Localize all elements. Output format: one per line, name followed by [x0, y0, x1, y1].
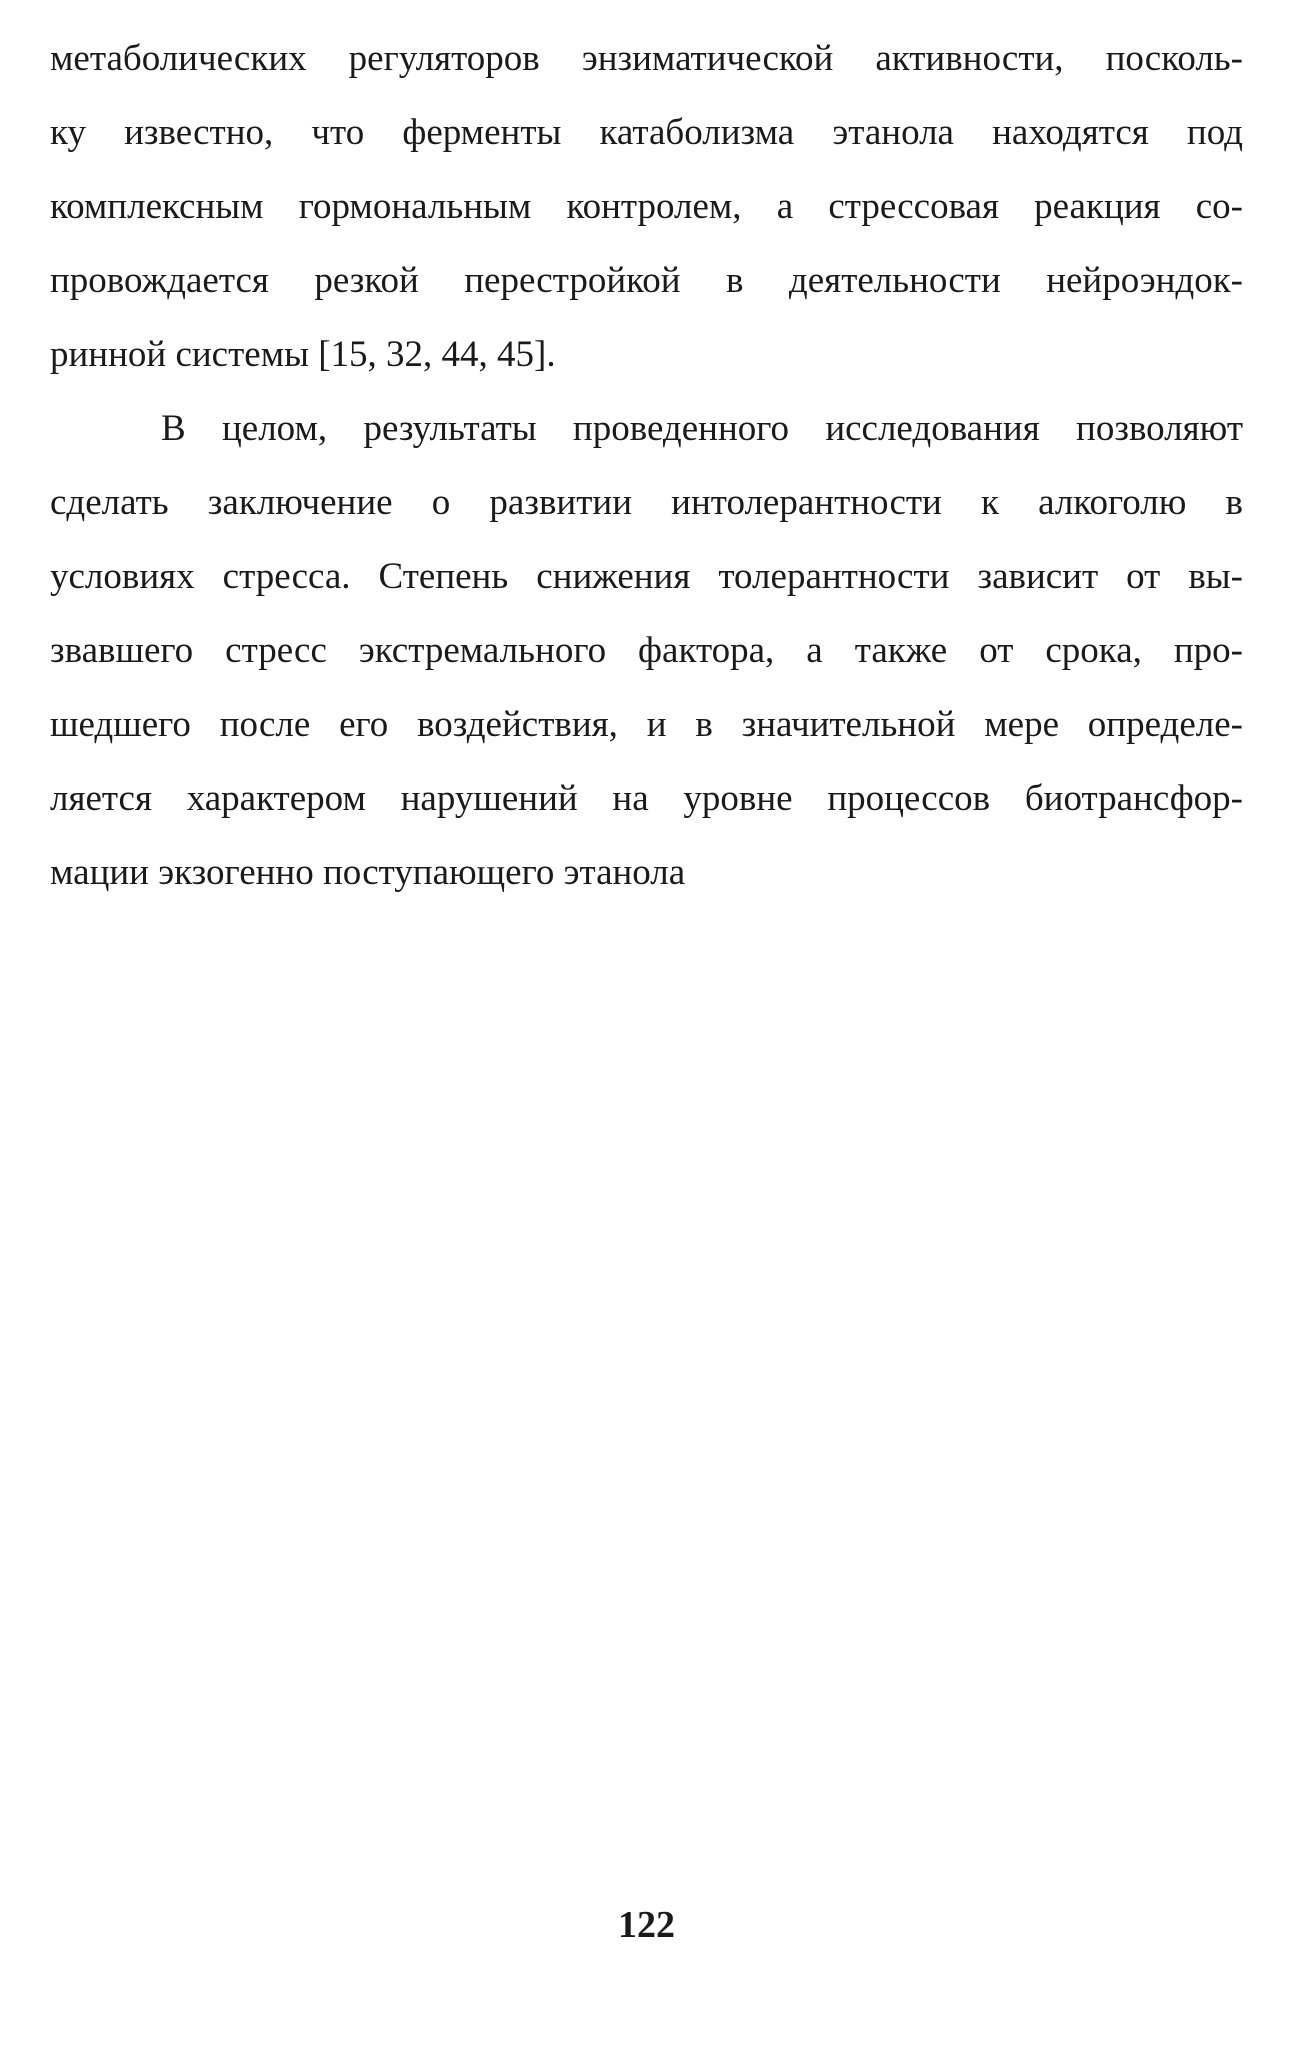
paragraph-2	[50, 392, 1243, 910]
text-line: ринной системы [15, 32, 44, 45].	[50, 334, 556, 375]
body-text	[50, 22, 1243, 910]
text-line: звавшего стресс экстремального фактора, а также от срока, про-	[50, 630, 1243, 671]
page-number: 122	[618, 1904, 675, 1946]
text-line: комплексным гормональным контролем, а стрессовая реакция со-	[50, 186, 1243, 227]
text-line: провождается резкой перестройкой в деятельности нейроэндок-	[50, 260, 1243, 301]
text-line: мации экзогенно поступающего этанола	[50, 852, 686, 893]
text-line: условиях стресса. Степень снижения толерантности зависит от вы-	[50, 556, 1243, 597]
text-line: ляется характером нарушений на уровне процессов биотрансфор-	[50, 778, 1243, 819]
text-line: метаболических регуляторов энзиматической активности, посколь-	[50, 38, 1243, 79]
text-line: ку известно, что ферменты катаболизма этанола находятся под	[50, 112, 1243, 153]
text-line: шедшего после его воздействия, и в значительной мере определе-	[50, 704, 1243, 745]
text-line: сделать заключение о развитии интолерантности к алкоголю в	[50, 482, 1243, 523]
paragraph-1	[50, 22, 1243, 392]
text-line: В целом, результаты проведенного исследования позволяют	[161, 408, 1243, 449]
